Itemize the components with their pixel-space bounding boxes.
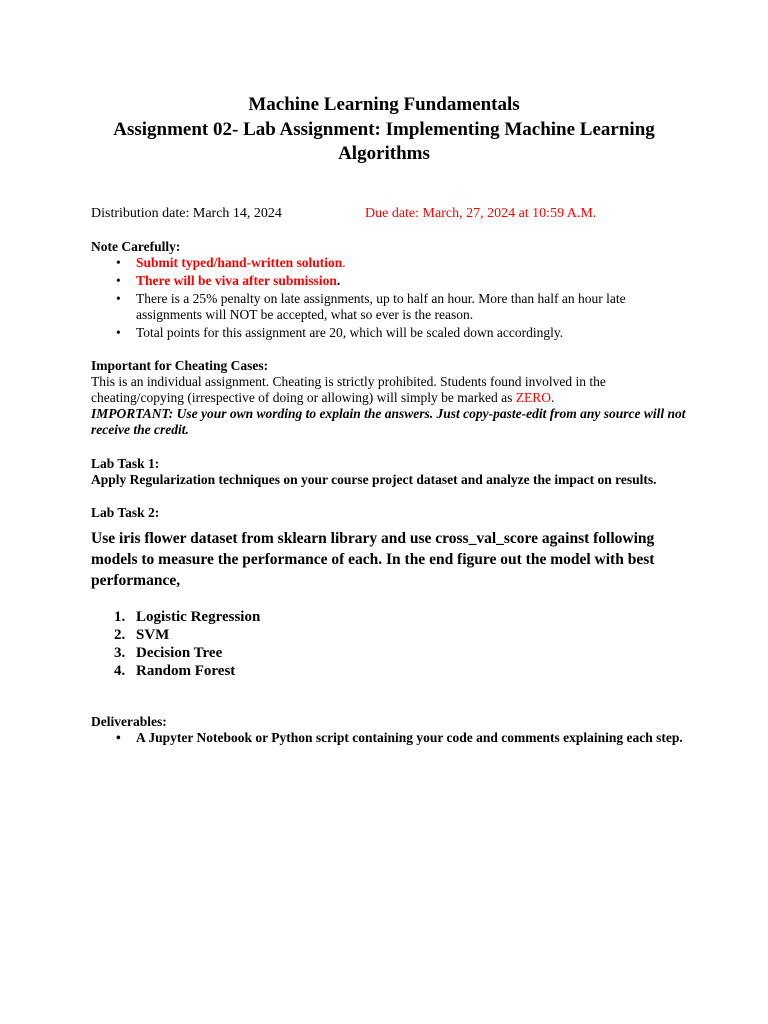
assignment-title-line1: Assignment 02- Lab Assignment: Implementing Machine Learning (113, 119, 655, 140)
note-list (91, 255, 691, 341)
model-number: 3. (114, 645, 126, 661)
model-item (91, 644, 691, 662)
course-title: Machine Learning Fundamentals (248, 94, 520, 115)
due-date: Due date: March, 27, 2024 at 10:59 A.M. (365, 206, 597, 221)
cheating-section (91, 358, 691, 438)
assignment-title-line2: Algorithms (338, 143, 430, 164)
bullet-icon: • (116, 273, 121, 288)
note-section (91, 239, 691, 343)
model-item (91, 662, 691, 680)
model-name: Decision Tree (136, 645, 223, 661)
cheating-heading: Important for Cheating Cases: (91, 358, 269, 373)
model-name: SVM (136, 627, 170, 643)
bullet-icon: • (116, 291, 121, 306)
important-note: IMPORTANT: Use your own wording to explain the answers. Just copy-paste-edit from any source will not receive the credit. (91, 406, 686, 437)
lab-task-1-heading: Lab Task 1: (91, 456, 160, 471)
cheating-body (91, 374, 691, 406)
model-item (91, 626, 691, 644)
note-item-text: There is a 25% penalty on late assignments, up to half an hour. More than half an hour late assignments will NOT be accepted, what so ever is the reason. (136, 291, 626, 322)
model-list-section (91, 608, 691, 680)
model-number: 2. (114, 627, 126, 643)
cheating-period: . (551, 390, 555, 405)
note-item-text: Total points for this assignment are 20, which will be scaled down accordingly. (136, 325, 564, 340)
note-item-text: Submit typed/hand-written solution (136, 255, 343, 270)
note-item-suffix: . (336, 273, 341, 288)
bullet-icon: • (116, 730, 121, 745)
lab-task-2-heading: Lab Task 2: (91, 505, 160, 520)
deliverable-item (91, 730, 691, 746)
model-number: 1. (114, 609, 126, 625)
model-name: Random Forest (136, 663, 236, 679)
note-heading: Note Carefully: (91, 239, 181, 254)
model-item (91, 608, 691, 626)
note-item-text: There will be viva after submission (136, 273, 337, 288)
lab-task-1-body: Apply Regularization techniques on your course project dataset and analyze the impact on results. (91, 472, 657, 487)
lab-task-2 (91, 505, 691, 521)
model-number: 4. (114, 663, 126, 679)
deliverables-section (91, 714, 691, 748)
note-item (91, 291, 691, 323)
deliverable-item-text: A Jupyter Notebook or Python script containing your code and comments explaining each step. (136, 730, 683, 745)
bullet-icon: • (116, 255, 121, 270)
note-item (91, 255, 691, 271)
lab-task-2-body: Use iris flower dataset from sklearn library and use cross_val_score against following models to measure the performance of each. In the end figure out the model with best performance, (91, 530, 655, 589)
distribution-date: Distribution date: March 14, 2024 (91, 206, 282, 221)
note-item (91, 273, 691, 289)
lab-task-1 (91, 456, 691, 488)
cheating-body-text: This is an individual assignment. Cheating is strictly prohibited. Students found involved in the cheating/copying (irrespective of doing or allowing) will simply be marked as (91, 374, 606, 405)
zero-mark: ZERO (515, 390, 552, 405)
model-list (91, 608, 691, 680)
deliverables-list (91, 730, 691, 746)
model-name: Logistic Regression (136, 609, 261, 625)
bullet-icon: • (116, 325, 121, 340)
note-item (91, 325, 691, 341)
note-item-suffix: . (342, 255, 346, 270)
deliverables-heading: Deliverables: (91, 714, 167, 729)
